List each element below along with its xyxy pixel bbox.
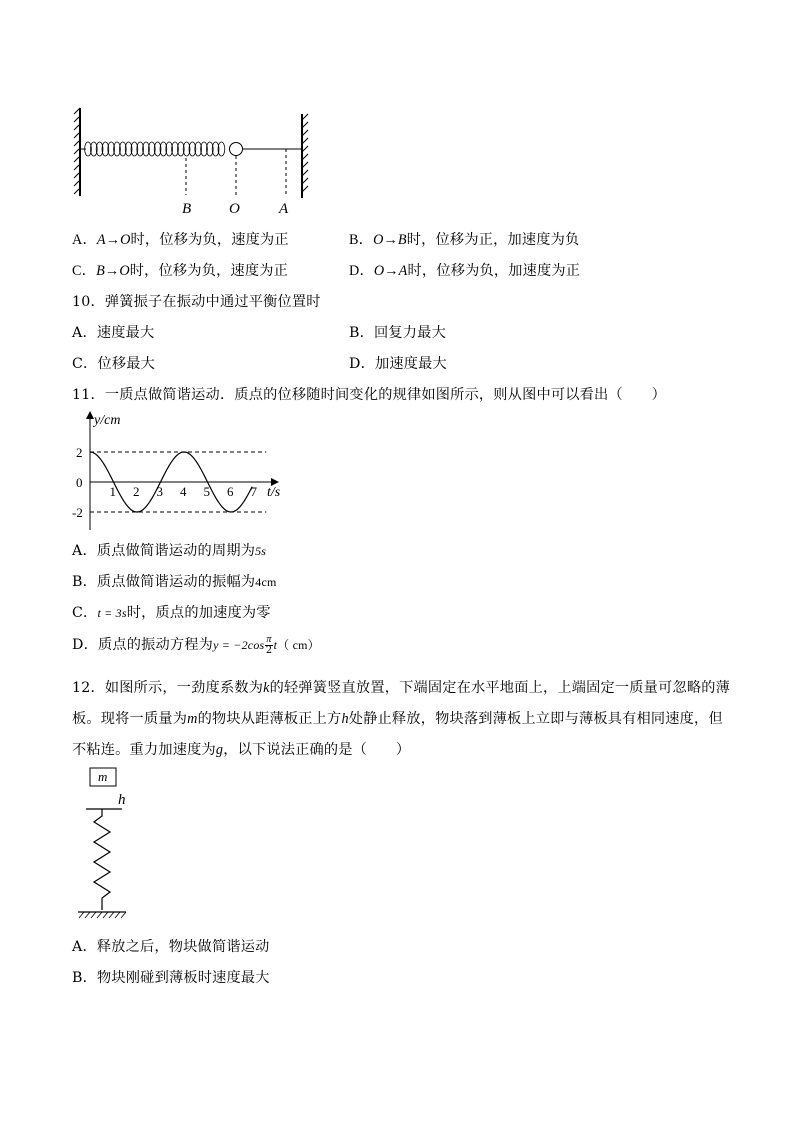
x-tick-label: 2 (133, 484, 140, 499)
q10-stem: 10．弹簧振子在振动中通过平衡位置时 (72, 294, 321, 310)
displacement-time-chart (72, 408, 292, 533)
mass-label: m (98, 769, 108, 784)
x-axis-label: t/s (267, 485, 281, 500)
spring-zigzag (94, 809, 110, 910)
q10-option-b: B．回复力最大 (349, 325, 446, 341)
y-tick-label: -2 (72, 505, 83, 520)
q9-option-b: B．O→B时，位移为正，加速度为负 (349, 232, 580, 248)
option-expr: A→O (96, 232, 131, 248)
q12-option-b: B．物块刚碰到薄板时速度最大 (72, 970, 270, 986)
x-tick-label: 6 (227, 484, 234, 499)
q10-option-d: D．加速度最大 (349, 356, 447, 372)
q11-option-b: B．质点做简谐运动的振幅为4cm (72, 574, 277, 590)
x-tick-label: 5 (203, 484, 210, 499)
ball (230, 143, 243, 156)
label-o: O (229, 201, 240, 217)
q11-option-d: D．质点的振动方程为y = −2cos $\frac{\pi}{2}$ t（ cm） (72, 633, 320, 656)
q12-stem-line-2: 板。现将一质量为m的物块从距薄板正上方h处静止释放，物块落到薄板上立即与薄板具有相同速度，但 (72, 711, 723, 727)
x-tick-label: 3 (156, 484, 163, 499)
y-axis-label: y/cm (94, 413, 121, 428)
q11-stem: 11．一质点做简谐运动．质点的位移随时间变化的规律如图所示，则从图中可以看出（ ） (72, 387, 666, 403)
label-a: A (279, 201, 289, 217)
q9-option-c: C．B→O时，位移为负，速度为正 (72, 263, 289, 279)
option-expr: O→B (373, 232, 407, 248)
q9-option-a: A．A→O时，位移为负，速度为正 (72, 232, 289, 248)
spring-coils (85, 142, 225, 156)
x-tick-label: 7 (250, 484, 257, 499)
q12-option-a: A．释放之后，物块做简谐运动 (72, 939, 270, 955)
option-expr: O→A (373, 263, 408, 279)
q10-option-c: C．位移最大 (72, 356, 156, 372)
q12-stem-line-3: 不粘连。重力加速度为g，以下说法正确的是（ ） (72, 742, 411, 758)
spring-oscillator-figure (70, 100, 320, 220)
x-tick-label: 4 (180, 484, 187, 499)
q11-option-a: A．质点做简谐运动的周期为5s (72, 543, 267, 559)
x-tick-label: 1 (109, 484, 116, 499)
option-expr: B→O (96, 263, 130, 279)
q9-option-d: D．O→A时，位移为负，加速度为正 (349, 263, 581, 279)
q10-option-a: A．速度最大 (72, 325, 155, 341)
height-label: h (118, 792, 126, 808)
vertical-spring-figure (70, 764, 140, 924)
label-b: B (182, 201, 192, 217)
y-tick-label: 2 (76, 445, 83, 460)
y-tick-label: 0 (76, 475, 83, 490)
q11-option-c: C．t = 3s时，质点的加速度为零 (72, 605, 271, 621)
q12-stem-line-1: 12．如图所示，一劲度系数为k的轻弹簧竖直放置，下端固定在水平地面上，上端固定一质量可忽略的薄 (72, 680, 731, 696)
